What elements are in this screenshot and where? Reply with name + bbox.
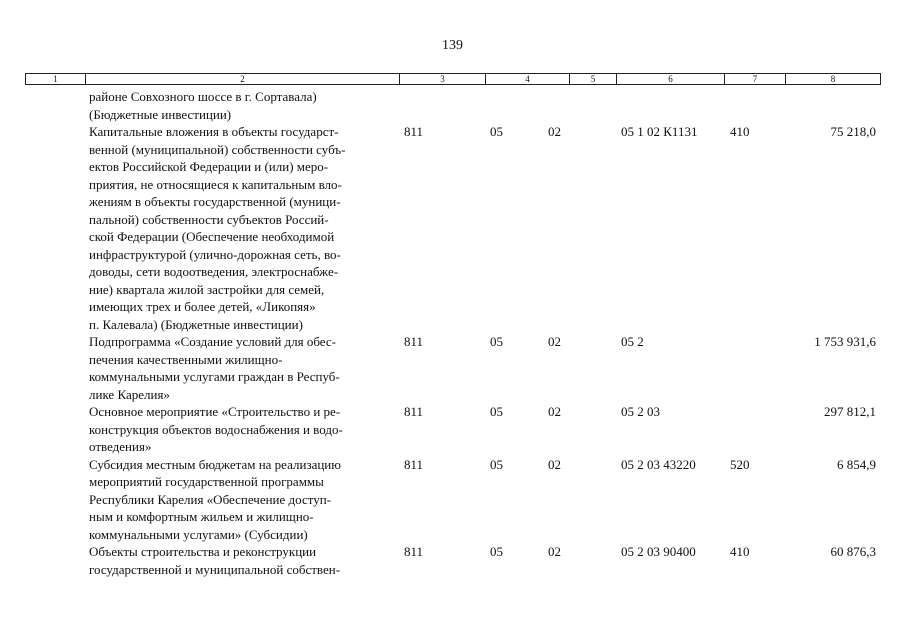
target-article-code: 05 1 02 К1131 — [621, 124, 698, 139]
row-name-line: Капитальные вложения в объекты государст- — [89, 124, 339, 139]
row-name — [89, 456, 389, 544]
row-name-line: Объекты строительства и реконструкции — [89, 544, 317, 559]
row-name-line: Республики Карелия «Обеспечение доступ- — [89, 491, 332, 507]
row-name-line: конструкция объектов водоснабжения и водо- — [89, 421, 343, 437]
subsection-code: 02 — [548, 544, 561, 559]
column-header-5: 5 — [570, 74, 617, 84]
row-name-line: ской Федерации (Обеспечение необходимой — [89, 229, 335, 244]
target-article-code: 05 2 03 90400 — [621, 544, 696, 559]
row-name-line: коммунальными услугами» (Субсидии) — [89, 526, 308, 542]
row-name — [89, 88, 389, 123]
row-name-line: венной (муниципальной) собственности субъ- — [89, 141, 346, 157]
table-row — [0, 543, 905, 578]
subsection-code: 02 — [548, 404, 561, 419]
section-code: 05 — [490, 404, 503, 419]
grbs-code: 811 — [404, 124, 424, 139]
row-name-line: государственной и муниципальной собствен- — [89, 561, 341, 577]
amount: 1 753 931,6 — [814, 334, 876, 349]
table-row — [0, 456, 905, 544]
grbs-code: 811 — [404, 456, 424, 472]
row-name-line: лике Карелия» — [89, 386, 170, 402]
table-row — [0, 403, 905, 456]
row-name-line: доводы, сети водоотведения, электроснабже- — [89, 264, 339, 279]
section-code: 05 — [490, 334, 503, 349]
target-article-code: 05 2 03 — [621, 404, 660, 419]
expense-type-code: 410 — [730, 124, 750, 139]
row-name-line: жениям в объекты государственной (муници- — [89, 194, 341, 209]
column-header-8: 8 — [830, 74, 836, 84]
column-header-6: 6 — [617, 74, 725, 84]
column-header-3: 3 — [400, 74, 486, 84]
section-code: 05 — [490, 544, 503, 559]
row-name-line: Субсидия местным бюджетам на реализацию — [89, 456, 341, 472]
row-name-line: мероприятий государственной программы — [89, 474, 324, 489]
amount: 297 812,1 — [824, 404, 876, 419]
row-name-line: имеющих трех и более детей, «Ликопяя» — [89, 299, 316, 314]
table-row — [0, 123, 905, 333]
grbs-code: 811 — [404, 544, 424, 559]
amount: 75 218,0 — [830, 124, 876, 139]
column-header-7: 7 — [725, 74, 786, 84]
row-name-line: районе Совхозного шоссе в г. Сортавала) — [89, 89, 317, 104]
row-name-line: ным и комфортным жильем и жилищно- — [89, 509, 314, 524]
row-name — [89, 543, 389, 578]
budget-table-body — [0, 88, 905, 578]
row-name-line: инфраструктурой (улично-дорожная сеть, во- — [89, 246, 341, 262]
amount: 6 854,9 — [837, 456, 876, 472]
target-article-code: 05 2 03 43220 — [621, 456, 696, 472]
column-header-2: 2 — [86, 74, 400, 84]
amount: 60 876,3 — [830, 544, 876, 559]
subsection-code: 02 — [548, 334, 561, 349]
row-name-line: п. Калевала) (Бюджетные инвестиции) — [89, 316, 303, 332]
row-name-line: Подпрограмма «Создание условий для обес- — [89, 334, 336, 349]
grbs-code: 811 — [404, 404, 424, 419]
section-code: 05 — [490, 124, 503, 139]
target-article-code: 05 2 — [621, 334, 644, 349]
row-name-line: печения качественными жилищно- — [89, 351, 283, 367]
row-name — [89, 333, 389, 403]
expense-type-code: 410 — [730, 544, 750, 559]
row-name-line: Основное мероприятие «Строительство и ре- — [89, 404, 341, 419]
row-name-line: пальной) собственности субъектов Россий- — [89, 211, 329, 227]
row-name-line: ние) квартала жилой застройки для семей, — [89, 281, 325, 297]
column-header-1: 1 — [26, 74, 86, 84]
section-code: 05 — [490, 456, 503, 472]
row-name-line: коммунальными услугами граждан в Респуб- — [89, 369, 340, 384]
page-number: 139 — [442, 38, 463, 53]
grbs-code: 811 — [404, 334, 424, 349]
row-name-line: отведения» — [89, 439, 152, 454]
row-name-line: ектов Российской Федерации и (или) меро- — [89, 159, 329, 174]
table-row — [0, 88, 905, 123]
subsection-code: 02 — [548, 124, 561, 139]
subsection-code: 02 — [548, 456, 561, 472]
row-name — [89, 123, 389, 333]
column-header-4: 4 — [486, 74, 570, 84]
column-number-header — [25, 73, 881, 85]
row-name-line: (Бюджетные инвестиции) — [89, 106, 232, 122]
row-name-line: приятия, не относящиеся к капитальным вло- — [89, 176, 342, 192]
table-row — [0, 333, 905, 403]
expense-type-code: 520 — [730, 456, 750, 472]
row-name — [89, 403, 389, 456]
